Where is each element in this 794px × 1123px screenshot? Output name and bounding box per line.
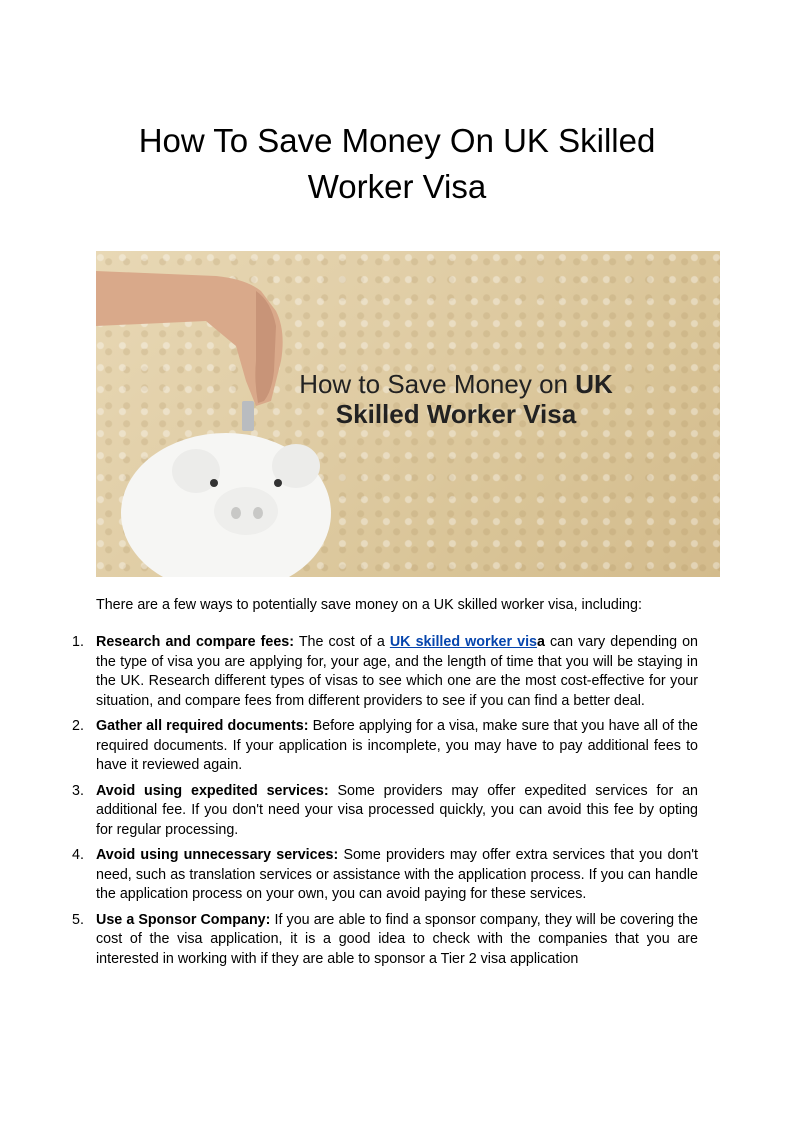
uk-skilled-worker-visa-link[interactable]: UK skilled worker vis bbox=[389, 634, 537, 650]
list-item-lead: Avoid using expedited services: bbox=[96, 782, 329, 799]
link-suffix: a bbox=[537, 634, 545, 650]
page-title bbox=[96, 118, 698, 210]
list-item bbox=[72, 633, 699, 711]
hero-caption-prefix: How to Save Money on bbox=[299, 369, 576, 399]
list-item-text: Before applying for a visa, make sure that you have all of the required documents. If your application is incomplete, you may have to pay additional fees to have it reviewed again. bbox=[96, 718, 698, 773]
list-item-text: can vary depending on the type of visa you are applying for, your age, and the length of time that you will be staying in the UK. Research different types of visas to see which one are the most cost-effective for your situation, and compare fees from different providers to see if you can find a better deal. bbox=[96, 634, 699, 709]
page-title-line-1: How To Save Money On UK Skilled bbox=[138, 122, 656, 159]
list-item-text: Some providers may offer expedited services for an additional fee. If you don't need your visa processed quickly, you can avoid this fee by opting for regular processing. bbox=[96, 782, 699, 838]
list-item bbox=[72, 717, 698, 776]
list-number: 1. bbox=[72, 634, 84, 650]
list-item bbox=[72, 782, 699, 841]
list-item-lead: Avoid using unnecessary services: bbox=[96, 847, 339, 863]
hero-caption bbox=[286, 369, 626, 429]
list-item-lead: Gather all required documents: bbox=[96, 718, 309, 734]
list-item-lead: Use a Sponsor Company: bbox=[96, 911, 271, 928]
list-item-lead: Research and compare fees: bbox=[96, 634, 294, 650]
list-number: 5. bbox=[72, 911, 84, 928]
page-title-line-2: Worker Visa bbox=[307, 168, 487, 205]
list-number: 2. bbox=[72, 718, 84, 734]
hero-caption-bold: UK bbox=[575, 369, 613, 399]
list-number: 4. bbox=[72, 847, 84, 863]
list-item-text: Some providers may offer extra services that you don't need, such as translation services or assistance with the application process. If you can handle the application process on your own, you can avoid paying for these services. bbox=[96, 847, 698, 902]
hero-caption-line-1 bbox=[286, 369, 626, 399]
list-item-text: The cost of a bbox=[294, 634, 390, 650]
tips-list bbox=[72, 633, 699, 975]
list-item bbox=[72, 911, 698, 970]
hero-caption-line-2: Skilled Worker Visa bbox=[335, 399, 577, 429]
list-item bbox=[72, 846, 698, 905]
intro-paragraph: There are a few ways to potentially save money on a UK skilled worker visa, including: bbox=[96, 597, 642, 613]
hero-image bbox=[96, 251, 720, 577]
list-number: 3. bbox=[72, 782, 84, 799]
list-item-text: If you are able to find a sponsor company, they will be covering the cost of the visa application, it is a good idea to check with the companies that you are interested in working with if they are able to sponsor a Tier 2 visa application bbox=[96, 911, 698, 967]
